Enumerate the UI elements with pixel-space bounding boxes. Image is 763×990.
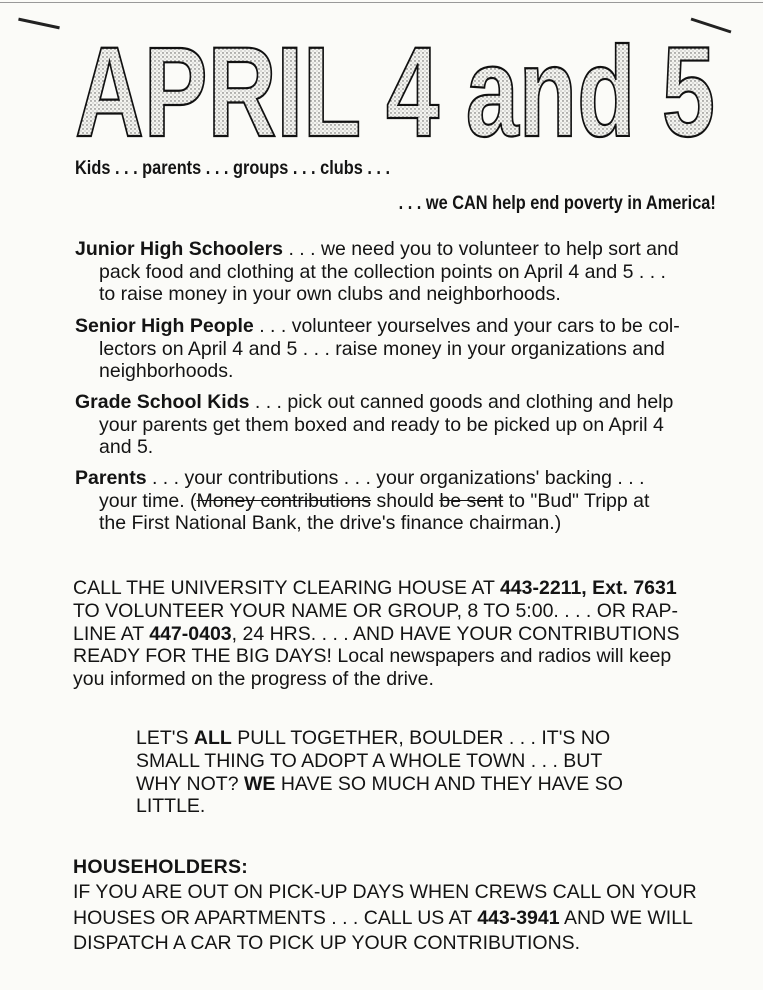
householders-paragraph [73,880,743,957]
grade-school-line-1: . . . pick out canned goods and clothing and help [249,391,674,413]
lead-parents: Parents [75,467,147,489]
together-paragraph [136,727,676,818]
call-line-2: TO VOLUNTEER YOUR NAME OR GROUP, 8 TO 5:00. . . . OR RAP- [73,599,679,622]
together-we-emphasis: WE [243,772,276,795]
householders-line-2-a: HOUSES OR APARTMENTS . . . CALL US AT [73,906,478,929]
junior-high-line-2: pack food and clothing at the collection points on April 4 and 5 . . . [99,260,666,283]
lead-senior-high: Senior High People [75,315,254,337]
call-line-5: you informed on the progress of the drive. [73,668,434,691]
householders-line-2-b: AND WE WILL [559,906,693,929]
call-line-1-a: CALL THE UNIVERSITY CLEARING HOUSE AT [73,577,500,599]
grade-school-line-3: and 5. [99,436,154,458]
call-line-4: READY FOR THE BIG DAYS! Local newspapers and radios will keep [73,645,672,668]
householders-line-1: IF YOU ARE OUT ON PICK-UP DAYS WHEN CREWS CALL ON YOUR [73,881,697,903]
senior-high-line-2: lectors on April 4 and 5 . . . raise money in your organizations and [99,337,665,360]
lead-junior-high: Junior High Schoolers [75,238,284,260]
together-line-1-a: LET'S [136,727,194,749]
parents-line-1: . . . your contributions . . . your organizations' backing . . . [146,467,645,489]
parents-line-3: the First National Bank, the drive's finance chairman.) [99,512,562,534]
rapline-phone: 447-0403 [149,622,232,645]
junior-high-line-3: to raise money in your own clubs and neighborhoods. [99,283,561,305]
call-paragraph [73,577,723,691]
paragraph-parents [75,467,719,535]
call-line-3-a: LINE AT [73,622,150,645]
headline [70,20,720,152]
paragraph-senior-high [75,315,719,383]
householders-line-3: DISPATCH A CAR TO PICK UP YOUR CONTRIBUTIONS. [73,932,581,954]
headline-text: APRIL 4 and 5 [75,21,715,152]
parents-line-2-a: your time. ( [99,489,197,512]
parents-line-2 [75,490,719,513]
householders-title: HOUSEHOLDERS: [73,856,249,878]
parents-struck-text-2: be sent [439,489,504,512]
together-line-2: SMALL THING TO ADOPT A WHOLE TOWN . . . BUT [136,749,603,772]
together-line-3-b: HAVE SO MUCH AND THEY HAVE SO [275,772,623,795]
clearing-house-phone: 443-2211, [499,577,587,599]
together-all-emphasis: ALL [193,727,232,749]
paragraph-grade-school [75,391,719,459]
parents-line-2-b: should [371,489,440,512]
senior-high-line-3: neighborhoods. [99,360,234,382]
headline-graphic [70,20,720,152]
senior-high-line-1: . . . volunteer yourselves and your cars to be col- [253,315,680,337]
paragraph-junior-high [75,238,719,306]
intro-line-1: Kids . . . parents . . . groups . . . clubs . . . [75,158,391,179]
together-line-1-b: PULL TOGETHER, BOULDER . . . IT'S NO [231,727,611,749]
parents-struck-text-1: Money contributions [196,489,372,512]
intro-line-2: . . . we CAN help end poverty in America! [398,193,716,214]
together-line-3-a: WHY NOT? [136,772,244,795]
clearing-house-extension: Ext. 7631 [586,577,677,599]
grade-school-line-2: your parents get them boxed and ready to be picked up on April 4 [99,413,664,436]
call-line-3-b: , 24 HRS. . . . AND HAVE YOUR CONTRIBUTIONS [231,622,680,645]
together-line-4: LITTLE. [136,795,206,818]
scan-line-top [0,2,763,3]
scan-mark-top-left [18,18,60,30]
lead-grade-school: Grade School Kids [75,391,250,413]
parents-line-2-c: to "Bud" Tripp at [503,489,650,512]
junior-high-line-1: . . . we need you to volunteer to help sort and [283,238,679,260]
householders-phone: 443-3941 [477,906,560,929]
